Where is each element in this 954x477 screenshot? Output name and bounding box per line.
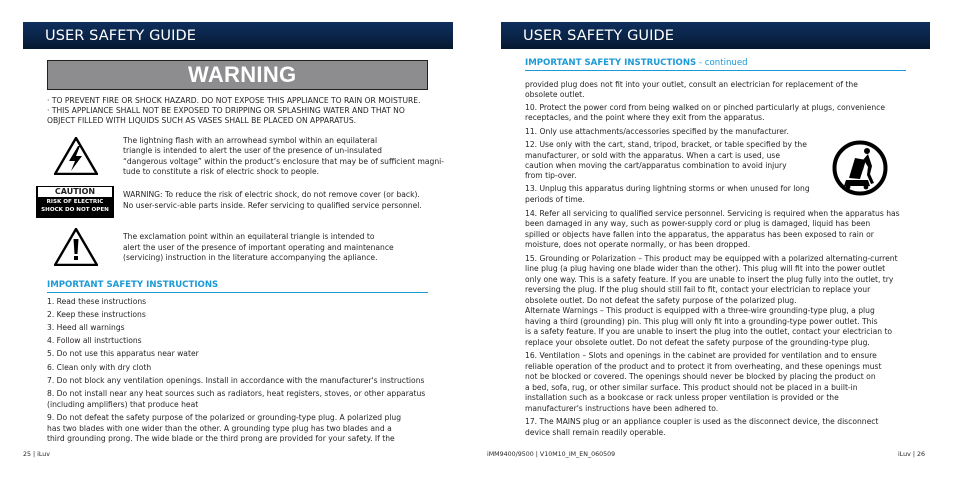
right-text-line: manufacturer's instructions have been adhered to. (525, 404, 719, 413)
right-subheading-continued: - continued (696, 58, 748, 68)
lightning-text-2: triangle is intended to alert the user of the presence of un-insulated (123, 146, 382, 155)
left-header-title: USER SAFETY GUIDE (45, 28, 197, 44)
cart-tipover-warning-icon (832, 140, 888, 196)
right-text-line: 16. Ventilation – Slots and openings in the cabinet are provided for ventilation and to ensure (525, 351, 877, 360)
right-text-line: periods of time. (525, 195, 585, 204)
instruction-line: 4. Follow all instrtuctions (47, 336, 142, 345)
instruction-line: 2. Keep these instructions (47, 310, 146, 319)
caution-title: CAUTION (38, 187, 112, 197)
warning-title: WARNING (188, 62, 297, 87)
instruction-line: has two blades with one wider than the other. A grounding type plug has two blades and a (47, 424, 392, 433)
right-text-line: 13. Unplug this apparatus during lightning storms or when unused for long (525, 184, 810, 193)
right-text-line: only one way. This is a safety feature. If you are unable to insert the plug fully into the outlet, try (525, 275, 894, 284)
right-text-line: device shall remain readily operable. (525, 428, 666, 437)
right-text-line: 15. Grounding or Polarization – This product may be equipped with a polarized alternating-current (525, 254, 898, 263)
instruction-line: 9. Do not defeat the safety purpose of the polarized or grounding-type plug. A polarized plug (47, 413, 402, 422)
left-subheading-rule (47, 292, 428, 293)
document-code: iMM9400/9500 | V10M10_IM_EN_060509 (487, 451, 616, 458)
right-subheading (525, 58, 748, 68)
warning-banner (47, 60, 428, 90)
caution-label (36, 186, 114, 218)
caution-line-1: RISK OF ELECTRIC (46, 199, 104, 205)
left-page-number: 25 | iLuv (23, 451, 51, 458)
instruction-line: third grounding prong. The wide blade or the third prong are provided for your safety. If the (47, 434, 395, 443)
lightning-text-3: “dangerous voltage” within the product’s enclosure that may be of sufficient magni- (123, 157, 444, 166)
instruction-line: 5. Do not use this apparatus near water (47, 349, 199, 358)
right-text-line: reliable operation of the product and to protect it from overheating, and these openings must (525, 362, 882, 371)
instruction-line: 8. Do not install near any heat sources such as radiators, heat registers, stoves, or other apparatus (47, 389, 426, 398)
right-text-line: from tip-over. (525, 171, 577, 180)
right-text-line: a bed, sofa, rug, or other similar surface. This product should not be placed in a built-in (525, 383, 858, 392)
exclamation-text-2: alert the user of the presence of important operating and maintenance (123, 243, 394, 252)
exclamation-text-3: (servicing) instruction in the literature accompanying the apliance. (123, 253, 378, 262)
instruction-line: 3. Heed all warnings (47, 323, 125, 332)
right-page-header (501, 22, 930, 49)
instruction-line: (including amplifiers) that produce heat (47, 400, 199, 409)
right-subheading-rule (525, 70, 906, 71)
right-text-line: 14. Refer all servicing to qualified service personnel. Servicing is required when the apparatus has (525, 209, 900, 218)
right-text-line: 17. The MAINS plug or an appliance coupler is used as the disconnect device, the disconnect (525, 417, 879, 426)
right-text-line: installation such as a bookcase or rack unless proper ventilation is provided or the (525, 393, 839, 402)
right-subheading-text: IMPORTANT SAFETY INSTRUCTIONS (525, 58, 697, 68)
right-text-line: obsolete outlet. Do not defeat the safety purpose of the polarized plug. (525, 296, 797, 305)
right-text-line: line plug (a plug having one blade wider than the other). This plug will fit into the power outlet (525, 264, 886, 273)
right-text-line: obsolete outlet. (525, 90, 585, 99)
right-text-line: caution when moving the cart/apparatus combination to avoid injury (525, 161, 787, 170)
exclamation-text-1: The exclamation point within an equilateral triangle is intended to (123, 232, 375, 241)
warning-bullet-3: OBJECT FILLED WITH LIQUIDS SUCH AS VASES SHALL BE PLACED ON APPARATUS. (47, 116, 357, 125)
lightning-triangle-icon (54, 137, 98, 175)
left-subheading: IMPORTANT SAFETY INSTRUCTIONS (47, 280, 219, 290)
lightning-text-1: The lightning flash with an arrowhead symbol within an equilateral (123, 136, 378, 145)
right-header-title: USER SAFETY GUIDE (523, 28, 675, 44)
right-text-line: reversing the plug. If the plug should still fail to fit, contact your electrician to replace your (525, 285, 871, 294)
right-text-line: Alternate Warnings – This product is equipped with a three-wire grounding-type plug, a plug (525, 306, 875, 315)
lightning-text-4: tude to constitute a risk of electric shock to people. (123, 167, 320, 176)
right-page-number: iLuv | 26 (898, 451, 926, 458)
right-text-line: spilled or objects have fallen into the apparatus, the apparatus has been exposed to rain or (525, 230, 874, 239)
right-text-line: having a third (grounding) pin. This plug will only fit into a grounding-type power outlet. This (525, 317, 878, 326)
warning-bullet-2: · THIS APPLIANCE SHALL NOT BE EXPOSED TO DRIPPING OR SPLASHING WATER AND THAT NO (47, 106, 405, 115)
right-text-line: receptacles, and the point where they exit from the apparatus. (525, 113, 765, 122)
right-text-line: been damaged in any way, such as power-supply cord or plug is damaged, liquid has been (525, 219, 871, 228)
exclamation-triangle-icon (54, 228, 98, 266)
caution-line-2: SHOCK DO NOT OPEN (41, 207, 109, 213)
right-text-line: is a safety feature. If you are unable to insert the plug into the outlet, contact your electrician to (525, 327, 893, 336)
right-text-line: 12. Use only with the cart, stand, tripod, bracket, or table specified by the (525, 140, 807, 149)
right-text-line: 11. Only use attachments/accessories specified by the manufacturer. (525, 127, 789, 136)
caution-text-1: WARNING: To reduce the risk of electric shock, do not remove cover (or back). (123, 190, 420, 199)
right-text-line: replace your obsolete outlet. Do not defeat the safety purpose of the grounding-type plug. (525, 338, 870, 347)
caution-text-2: No user-servic-able parts inside. Refer servicing to qualified service personnel. (123, 201, 422, 210)
left-page-header (23, 22, 453, 49)
right-text-line: provided plug does not fit into your outlet, consult an electrician for replacement of the (525, 80, 858, 89)
right-text-line: moisture, does not operate normally, or has been dropped. (525, 240, 751, 249)
right-text-line: manufacturer, or sold with the apparatus. When a cart is used, use (525, 151, 781, 160)
warning-bullet-1: · TO PREVENT FIRE OR SHOCK HAZARD. DO NOT EXPOSE THIS APPLIANCE TO RAIN OR MOISTURE. (47, 96, 421, 105)
instruction-line: 1. Read these instructions (47, 297, 147, 306)
right-text-line: not be blocked or covered. The openings should never be blocked by placing the product on (525, 372, 876, 381)
instruction-line: 6. Clean only with dry cloth (47, 363, 152, 372)
instruction-line: 7. Do not block any ventilation openings. Install in accordance with the manufacturer's instructions (47, 376, 425, 385)
right-text-line: 10. Protect the power cord from being walked on or pinched particularly at plugs, convenience (525, 103, 886, 112)
